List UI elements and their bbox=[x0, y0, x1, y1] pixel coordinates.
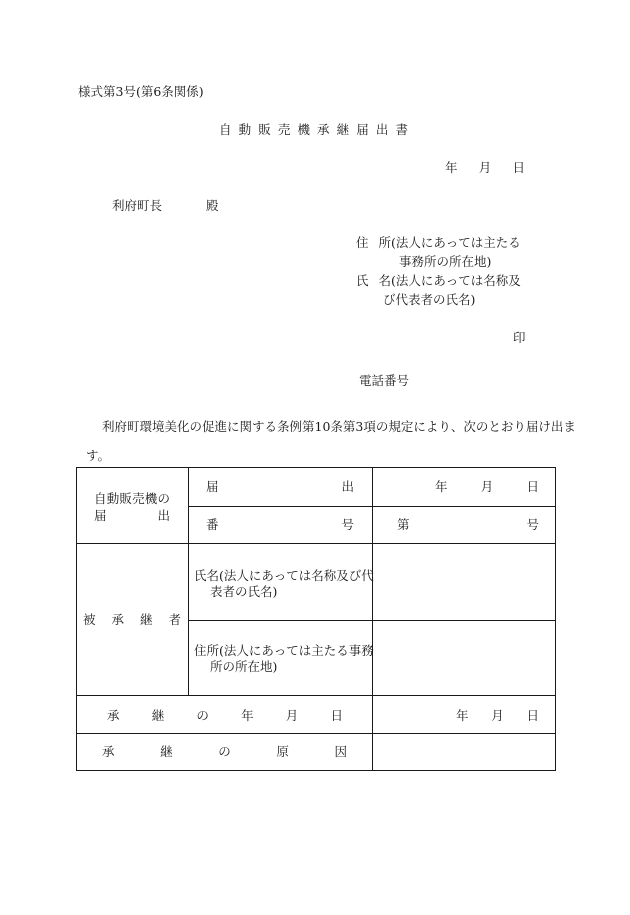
phone-label: 電話番号 bbox=[359, 373, 410, 388]
notification-header-line-2: 届 出 bbox=[94, 508, 170, 523]
notification-date-label: 届 出 bbox=[206, 479, 354, 494]
address-label: 住 所 bbox=[356, 235, 391, 250]
notification-date-value: 年 月 日 bbox=[435, 479, 539, 494]
successor-name-field[interactable] bbox=[373, 544, 555, 620]
successor-name-label-1: 氏名(法人にあっては名称及び代 bbox=[194, 568, 374, 583]
submission-date: 年 月 日 bbox=[445, 160, 525, 175]
name-note-2: び代表者の氏名) bbox=[383, 292, 476, 307]
table-line bbox=[188, 467, 189, 696]
notification-number-label: 番 号 bbox=[206, 517, 354, 532]
address-note-2: 事務所の所在地) bbox=[399, 254, 492, 269]
succession-reason-label: 承 継 の 原 因 bbox=[102, 744, 347, 759]
table-border-right bbox=[555, 467, 556, 771]
addressee-name: 利府町長 bbox=[112, 198, 163, 213]
form-number: 様式第3号(第6条関係) bbox=[78, 84, 204, 99]
notification-number-value: 第 号 bbox=[397, 517, 539, 532]
succession-date-value: 年 月 日 bbox=[456, 708, 539, 723]
document-title: 自 動 販 売 機 承 継 届 出 書 bbox=[219, 122, 408, 137]
table-border-left bbox=[76, 467, 77, 771]
body-text-line-1: 利府町環境美化の促進に関する条例第10条第3項の規定により、次のとおり届け出ま bbox=[102, 419, 576, 434]
address-note-1: (法人にあっては主たる bbox=[391, 235, 521, 250]
table-border-top bbox=[76, 467, 556, 468]
succession-reason-field[interactable] bbox=[373, 734, 555, 770]
table-border-bottom bbox=[76, 770, 556, 771]
addressee-honorific: 殿 bbox=[206, 198, 219, 213]
table-line bbox=[76, 695, 556, 696]
successor-header: 被 承 継 者 bbox=[83, 612, 181, 627]
successor-address-label-2: 所の所在地) bbox=[210, 659, 278, 674]
successor-address-label-1: 住所(法人にあっては主たる事務 bbox=[194, 643, 374, 658]
name-note-1: (法人にあっては名称及 bbox=[391, 273, 521, 288]
name-label: 氏 名 bbox=[356, 273, 391, 288]
succession-date-label: 承 継 の 年 月 日 bbox=[107, 708, 343, 723]
notification-header-line-1: 自 動 販 売 機 の bbox=[94, 491, 170, 506]
body-text-line-2: す。 bbox=[86, 448, 111, 463]
successor-address-field[interactable] bbox=[373, 621, 555, 695]
seal-mark: 印 bbox=[513, 330, 526, 345]
successor-name-label-2: 表者の氏名) bbox=[210, 584, 278, 599]
